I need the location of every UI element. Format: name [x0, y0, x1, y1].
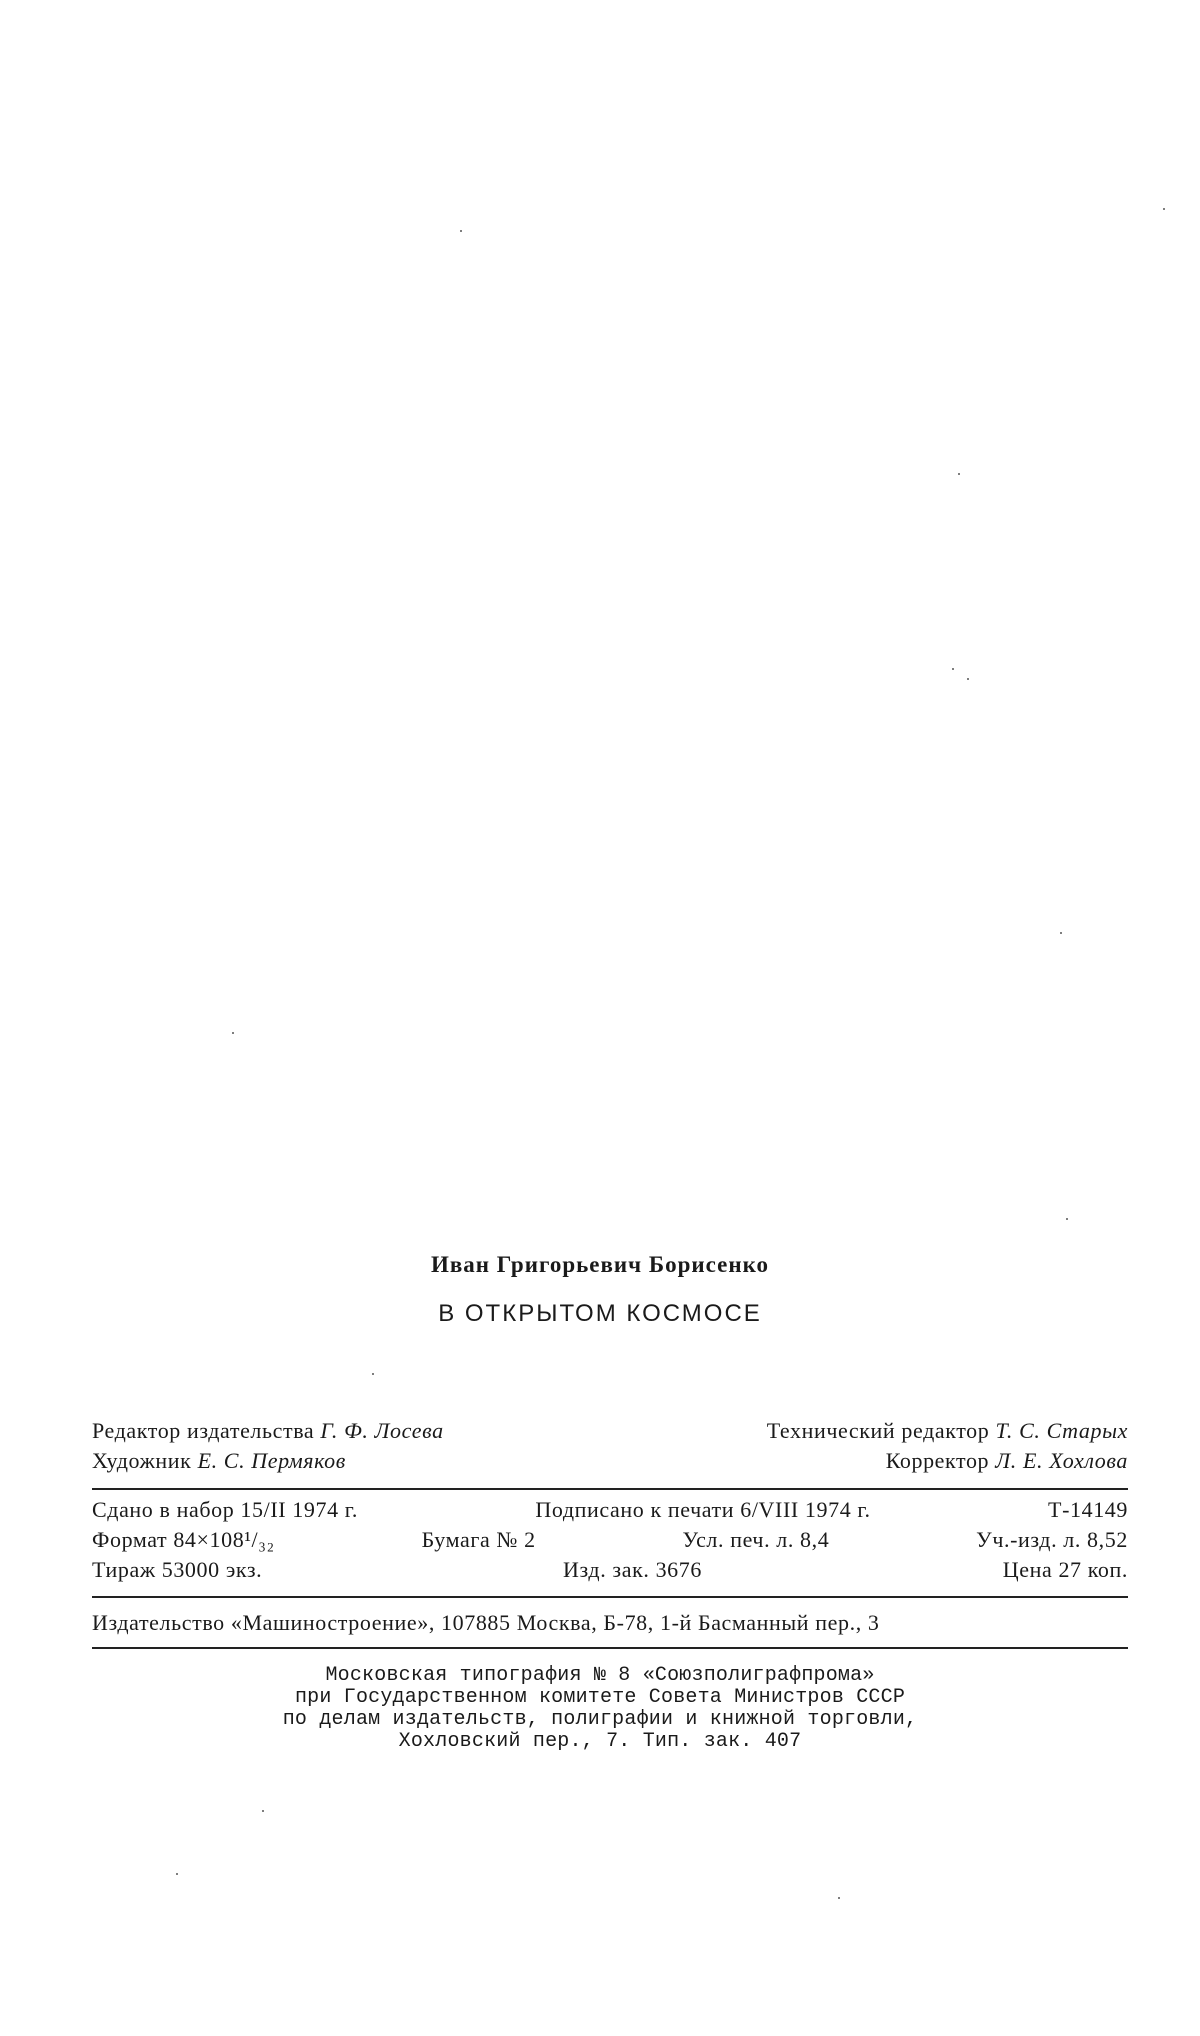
- scan-speck: [838, 1897, 840, 1899]
- printer-block: [0, 1665, 1200, 1753]
- printer-line: Московская типография № 8 «Союзполиграфпрома»: [325, 1664, 875, 1687]
- scan-speck: [958, 473, 960, 475]
- scan-speck: [176, 1873, 178, 1875]
- printer-line: при Государственном комитете Совета Министров СССР: [294, 1686, 906, 1709]
- divider-rule: [92, 1488, 1128, 1490]
- proofreader-label: Корректор: [885, 1448, 990, 1473]
- divider-rule: [92, 1596, 1128, 1598]
- publisher-sheets: Уч.-изд. л. 8,52: [976, 1527, 1128, 1552]
- publisher-order: Изд. зак. 3676: [563, 1557, 702, 1582]
- scan-speck: [372, 1373, 374, 1375]
- catalog-number: Т-14149: [1048, 1497, 1128, 1522]
- scan-speck: [952, 668, 954, 670]
- printed-sheets: Усл. печ. л. 8,4: [682, 1527, 830, 1552]
- paper-spec: Бумага № 2: [421, 1527, 536, 1552]
- artist-label: Художник: [92, 1448, 192, 1473]
- scan-speck: [967, 678, 969, 680]
- divider-rule: [92, 1647, 1128, 1649]
- tech-editor-label: Технический редактор: [766, 1418, 990, 1443]
- book-title: В ОТКРЫТОМ КОСМОСЕ: [438, 1300, 762, 1327]
- tech-editor-name: Т. С. Старых: [995, 1418, 1128, 1443]
- scan-speck: [1060, 932, 1062, 934]
- scan-speck: [232, 1032, 234, 1034]
- editor-name: Г. Ф. Лосева: [320, 1418, 444, 1443]
- scan-speck: [262, 1810, 264, 1812]
- scan-speck: [1066, 1218, 1068, 1220]
- publisher-block: [92, 1610, 1128, 1640]
- editor-credit: [92, 1418, 444, 1444]
- editor-label: Редактор издательства: [92, 1418, 315, 1443]
- print-signed-date: Подписано к печати 6/VIII 1974 г.: [535, 1497, 871, 1522]
- scan-speck: [1163, 208, 1165, 210]
- book-author: Иван Григорьевич Борисенко: [430, 1252, 770, 1277]
- credits-row-artist: [92, 1448, 1128, 1478]
- publisher-line: Издательство «Машиностроение», 107885 Москва, Б-78, 1-й Басманный пер., 3: [92, 1610, 880, 1635]
- proofreader-name: Л. Е. Хохлова: [995, 1448, 1128, 1473]
- typeset-date: Сдано в набор 15/II 1974 г.: [92, 1497, 359, 1522]
- credits-block: [92, 1418, 1128, 1482]
- credits-row-editors: [92, 1418, 1128, 1448]
- artist-credit: [92, 1448, 346, 1474]
- scan-speck: [460, 230, 462, 232]
- production-block: [92, 1497, 1128, 1589]
- production-row: [92, 1497, 1128, 1527]
- price: Цена 27 коп.: [1002, 1557, 1128, 1582]
- production-row: [92, 1527, 1128, 1557]
- print-run: Тираж 53000 экз.: [92, 1557, 263, 1582]
- production-row: [92, 1557, 1128, 1587]
- artist-name: Е. С. Пермяков: [197, 1448, 346, 1473]
- tech-editor-credit: [767, 1418, 1128, 1444]
- format-spec: Формат 84×108¹/₃₂: [92, 1527, 275, 1552]
- printer-line: Хохловский пер., 7. Тип. зак. 407: [398, 1730, 802, 1753]
- proofreader-credit: [886, 1448, 1128, 1474]
- printer-line: по делам издательств, полиграфии и книжной торговли,: [282, 1708, 918, 1731]
